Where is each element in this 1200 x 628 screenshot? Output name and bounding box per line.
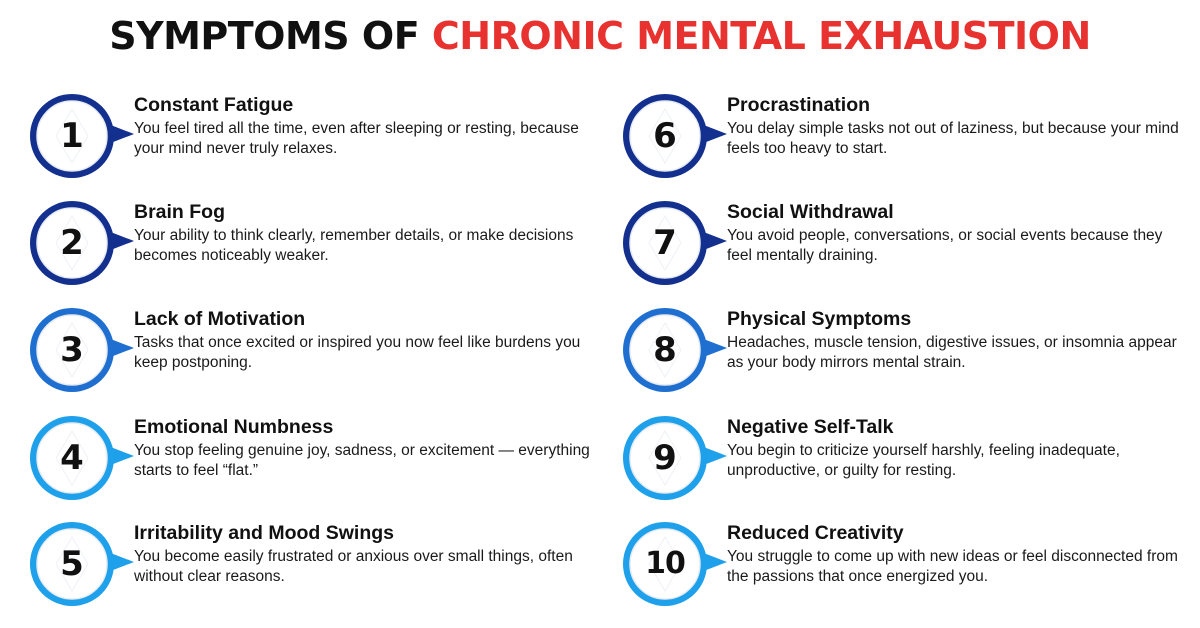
item-description: Headaches, muscle tension, digestive issues, or insomnia appear as your body mirrors mental strain. xyxy=(727,334,1177,371)
symptom-item-2 xyxy=(30,197,590,293)
symptom-item-7 xyxy=(623,197,1183,293)
item-heading: Brain Fog xyxy=(134,201,225,223)
title-part-1: SYMPTOMS OF xyxy=(109,14,420,58)
item-heading: Constant Fatigue xyxy=(134,94,294,116)
symptom-item-10 xyxy=(623,518,1183,614)
item-number: 10 xyxy=(645,546,685,581)
title-part-2: CHRONIC MENTAL EXHAUSTION xyxy=(431,14,1091,58)
item-description: You feel tired all the time, even after sleeping or resting, because your mind never truly relaxes. xyxy=(134,120,579,157)
item-heading: Lack of Motivation xyxy=(134,308,306,330)
item-number: 5 xyxy=(60,544,84,584)
item-heading: Emotional Numbness xyxy=(134,416,334,438)
item-number: 4 xyxy=(60,438,84,478)
item-number: 8 xyxy=(653,330,677,370)
item-heading: Social Withdrawal xyxy=(727,201,894,223)
item-number: 1 xyxy=(60,116,84,156)
symptom-item-5 xyxy=(30,518,590,614)
item-description: You avoid people, conversations, or social events because they feel mentally draining. xyxy=(727,227,1163,264)
item-number: 6 xyxy=(653,116,677,156)
item-heading: Procrastination xyxy=(727,94,871,116)
symptom-item-1 xyxy=(30,90,590,186)
item-description: You become easily frustrated or anxious over small things, often without clear reasons. xyxy=(134,548,573,585)
item-description: You stop feeling genuine joy, sadness, or excitement — everything starts to feel “flat.” xyxy=(134,442,590,479)
item-description: You delay simple tasks not out of laziness, but because your mind feels too heavy to start. xyxy=(727,120,1179,157)
symptom-item-4 xyxy=(30,412,590,508)
page-title xyxy=(0,14,1200,58)
item-description: Tasks that once excited or inspired you now feel like burdens you keep postponing. xyxy=(134,334,581,371)
item-description: You begin to criticize yourself harshly, feeling inadequate, unproductive, or guilty for resting. xyxy=(727,442,1120,479)
symptom-item-9 xyxy=(623,412,1183,508)
symptom-item-8 xyxy=(623,304,1183,400)
item-heading: Irritability and Mood Swings xyxy=(134,522,395,544)
item-description: You struggle to come up with new ideas or feel disconnected from the passions that once energized you. xyxy=(727,548,1178,585)
item-heading: Negative Self-Talk xyxy=(727,416,894,438)
item-heading: Physical Symptoms xyxy=(727,308,912,330)
item-number: 9 xyxy=(653,438,677,478)
symptom-item-3 xyxy=(30,304,590,400)
item-number: 2 xyxy=(60,223,84,263)
item-description: Your ability to think clearly, remember details, or make decisions becomes noticeably weaker. xyxy=(134,227,574,264)
symptom-item-6 xyxy=(623,90,1183,186)
item-heading: Reduced Creativity xyxy=(727,522,904,544)
item-number: 7 xyxy=(653,223,677,263)
item-number: 3 xyxy=(60,330,84,370)
